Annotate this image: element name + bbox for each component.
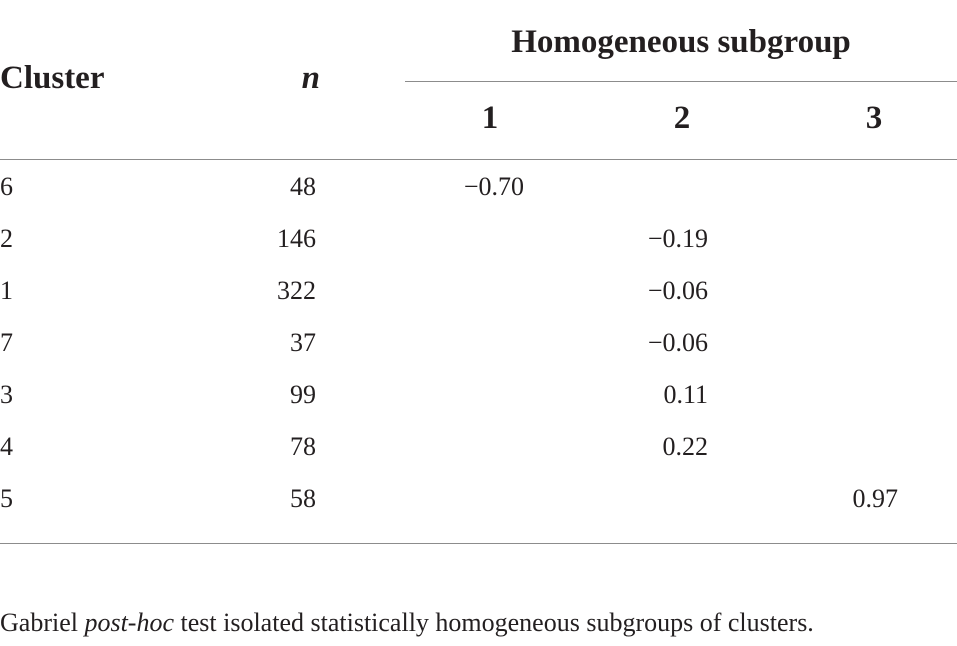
cluster-cell: 6 bbox=[0, 172, 13, 201]
n-cell: 322 bbox=[277, 276, 316, 305]
subgroup-header-rule bbox=[405, 81, 957, 82]
cluster-cell: 1 bbox=[0, 276, 13, 305]
subgroup-1-cell: −0.70 bbox=[463, 172, 524, 201]
cluster-cell: 2 bbox=[0, 224, 13, 253]
table-bottom-rule bbox=[0, 543, 957, 544]
subgroup-2-cell: −0.06 bbox=[647, 276, 708, 305]
cluster-cell: 3 bbox=[0, 380, 13, 409]
n-cell: 99 bbox=[290, 380, 316, 409]
n-cell: 146 bbox=[277, 224, 316, 253]
n-cell: 37 bbox=[290, 328, 316, 357]
n-cell: 58 bbox=[290, 484, 316, 513]
footnote-suffix: test isolated statistically homogeneous subgroups of clusters. bbox=[174, 608, 814, 637]
subgroup-3-cell: 0.97 bbox=[852, 484, 898, 513]
table-footnote bbox=[0, 608, 814, 638]
cluster-cell: 5 bbox=[0, 484, 13, 513]
header-n: n bbox=[301, 60, 320, 96]
footnote-italic: post-hoc bbox=[84, 608, 175, 637]
subgroup-2-cell: 0.11 bbox=[663, 380, 708, 409]
cluster-cell: 7 bbox=[0, 328, 13, 357]
n-cell: 78 bbox=[290, 432, 316, 461]
cluster-cell: 4 bbox=[0, 432, 13, 461]
header-subgroup-3: 3 bbox=[865, 100, 883, 136]
header-subgroup-1: 1 bbox=[481, 100, 499, 136]
header-subgroup-2: 2 bbox=[673, 100, 691, 136]
header-bottom-rule bbox=[0, 159, 957, 160]
header-homogeneous-subgroup: Homogeneous subgroup bbox=[511, 24, 851, 60]
header-cluster: Cluster bbox=[0, 60, 105, 96]
n-cell: 48 bbox=[290, 172, 316, 201]
subgroup-2-cell: −0.06 bbox=[647, 328, 708, 357]
subgroup-2-cell: −0.19 bbox=[647, 224, 708, 253]
subgroup-2-cell: 0.22 bbox=[662, 432, 708, 461]
footnote-prefix: Gabriel bbox=[0, 608, 85, 637]
